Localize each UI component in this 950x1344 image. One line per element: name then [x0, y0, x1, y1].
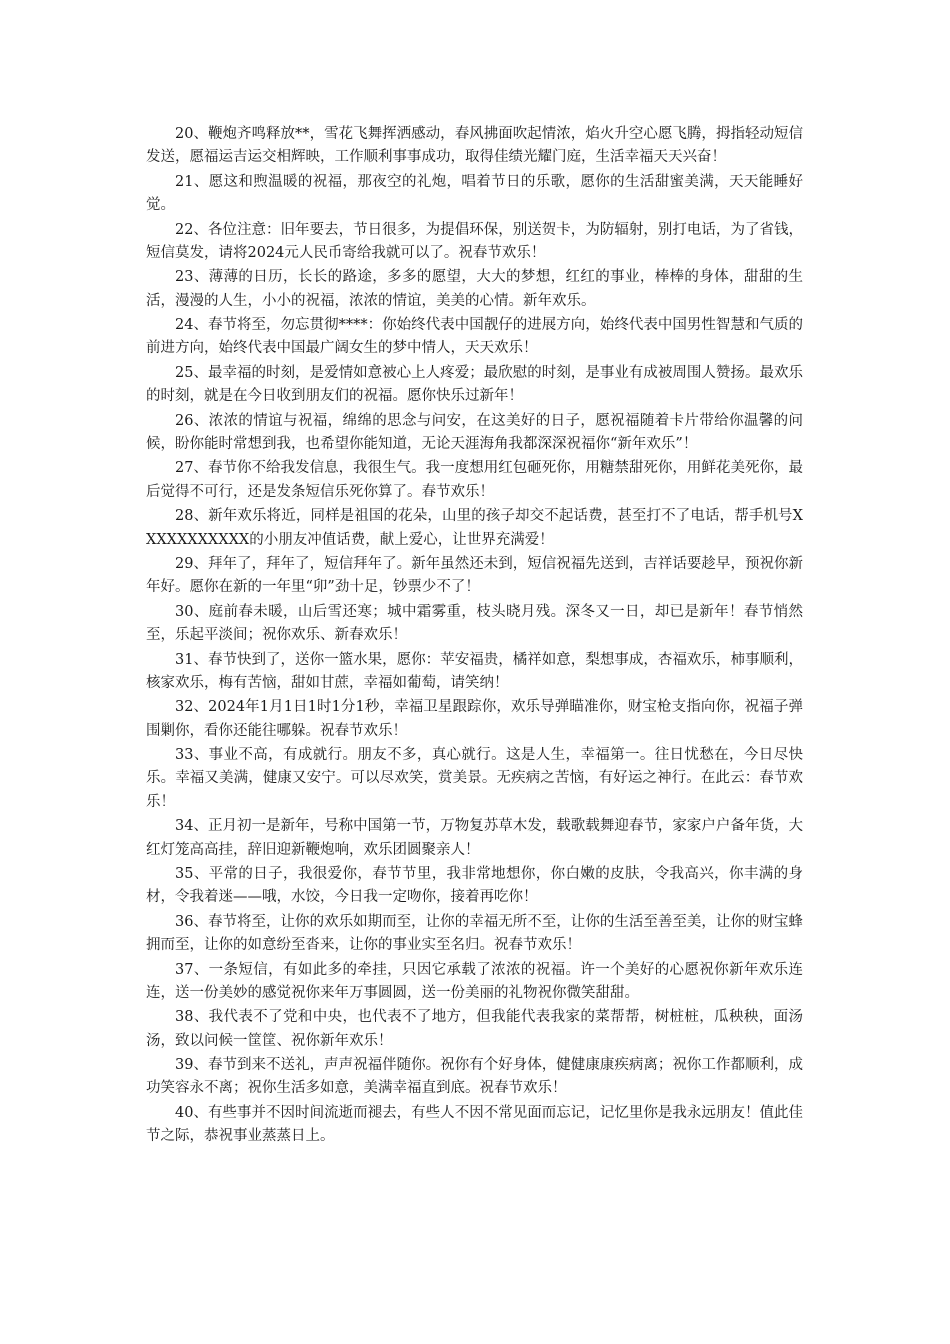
paragraph-24: 24、春节将至，勿忘贯彻****：你始终代表中国靓仔的进展方向，始终代表中国男性智慧和气质的前进方向，始终代表中国最广阔女生的梦中情人，天天欢乐！	[146, 317, 803, 357]
paragraph-21: 21、愿这和煦温暖的祝福，那夜空的礼炮，唱着节日的乐歌，愿你的生活甜蜜美满，天天能睡好觉。	[146, 173, 803, 214]
paragraph-25: 25、最幸福的时刻，是爱情如意被心上人疼爱；最欣慰的时刻，是事业有成被周围人赞扬。最欢乐的时刻，就是在今日收到朋友们的祝福。愿你快乐过新年！	[146, 364, 803, 405]
paragraph-26: 26、浓浓的情谊与祝福，绵绵的思念与问安，在这美好的日子，愿祝福随着卡片带给你温馨的问候，盼你能时常想到我，也希望你能知道，无论天涯海角我都深深祝福你“新年欢乐”！	[146, 412, 803, 452]
paragraph-28: 28、新年欢乐将近，同样是祖国的花朵，山里的孩子却交不起话费，甚至打不了电话，帮手机号XXXXXXXXXXX的小朋友冲值话费，献上爱心，让世界充满爱！	[146, 508, 803, 548]
paragraph-34: 34、正月初一是新年，号称中国第一节，万物复苏草木发，载歌载舞迎春节，家家户户备年货，大红灯笼高高挂，辞旧迎新鞭炮响，欢乐团圆聚亲人！	[146, 818, 803, 858]
paragraph-20: 20、鞭炮齐鸣释放**，雪花飞舞挥洒感动，春风拂面吹起情浓，焰火升空心愿飞腾，拇指轻动短信发送，愿福运吉运交相辉映，工作顺利事事成功，取得佳绩光耀门庭，生活幸福天天兴奋！	[146, 126, 803, 166]
paragraph-40: 40、有些事并不因时间流逝而褪去，有些人不因不常见面而忘记，记忆里你是我永远朋友！值此佳节之际，恭祝事业蒸蒸日上。	[146, 1104, 803, 1145]
paragraph-36: 36、春节将至，让你的欢乐如期而至，让你的幸福无所不至，让你的生活至善至美，让你的财宝蜂拥而至，让你的如意纷至沓来，让你的事业实至名归。祝春节欢乐！	[146, 913, 803, 954]
paragraph-32: 32、2024年1月1日1时1分1秒，幸福卫星跟踪你，欢乐导弹瞄准你，财宝枪支指向你，祝福子弹围剿你，看你还能往哪躲。祝春节欢乐！	[146, 699, 803, 739]
paragraph-22: 22、各位注意：旧年要去，节日很多，为提倡环保，别送贺卡，为防辐射，别打电话，为了省钱，短信莫发，请将2024元人民币寄给我就可以了。祝春节欢乐！	[146, 221, 803, 261]
paragraph-30: 30、庭前春未暖，山后雪还寒；城中霜雾重，枝头晓月残。深冬又一日，却已是新年！春节悄然至，乐起平淡间；祝你欢乐、新春欢乐！	[146, 603, 803, 644]
paragraph-33: 33、事业不高，有成就行。朋友不多，真心就行。这是人生，幸福第一。往日忧愁在，今日尽快乐。幸福又美满，健康又安宁。可以尽欢笑，赏美景。无疾病之苦恼，有好运之神行。在此云：春节欢乐！	[146, 747, 803, 810]
paragraph-38: 38、我代表不了党和中央，也代表不了地方，但我能代表我家的菜帮帮，树桩桩，瓜秧秧，面汤汤，致以问候一筐筐、祝你新年欢乐！	[146, 1009, 803, 1049]
document-body	[146, 123, 803, 1150]
paragraph-35: 35、平常的日子，我很爱你，春节节里，我非常地想你，你白嫩的皮肤，令我高兴，你丰满的身材，令我着迷——哦，水饺，今日我一定吻你，接着再吃你！	[146, 866, 803, 906]
paragraph-27: 27、春节你不给我发信息，我很生气。我一度想用红包砸死你，用糖禁甜死你，用鲜花美死你，最后觉得不可行，还是发条短信乐死你算了。春节欢乐！	[146, 460, 803, 500]
paragraph-23: 23、薄薄的日历，长长的路途，多多的愿望，大大的梦想，红红的事业，棒棒的身体，甜甜的生活，漫漫的人生，小小的祝福，浓浓的情谊，美美的心情。新年欢乐。	[146, 269, 803, 309]
paragraph-37: 37、一条短信，有如此多的牵挂，只因它承载了浓浓的祝福。许一个美好的心愿祝你新年欢乐连连，送一份美妙的感觉祝你来年万事圆圆，送一份美丽的礼物祝你微笑甜甜。	[146, 961, 803, 1001]
paragraph-39: 39、春节到来不送礼，声声祝福伴随你。祝你有个好身体，健健康康疾病离；祝你工作都顺利，成功笑容永不离；祝你生活多如意，美满幸福直到底。祝春节欢乐！	[146, 1057, 803, 1097]
paragraph-29: 29、拜年了，拜年了，短信拜年了。新年虽然还未到，短信祝福先送到，吉祥话要趁早，预祝你新年好。愿你在新的一年里“卯”劲十足，钞票少不了！	[146, 556, 803, 596]
paragraph-31: 31、春节快到了，送你一篮水果，愿你：苹安福贵，橘祥如意，梨想事成，杏福欢乐，柿事顺利，核家欢乐，梅有苦恼，甜如甘蔗，幸福如葡萄，请笑纳！	[146, 651, 803, 691]
